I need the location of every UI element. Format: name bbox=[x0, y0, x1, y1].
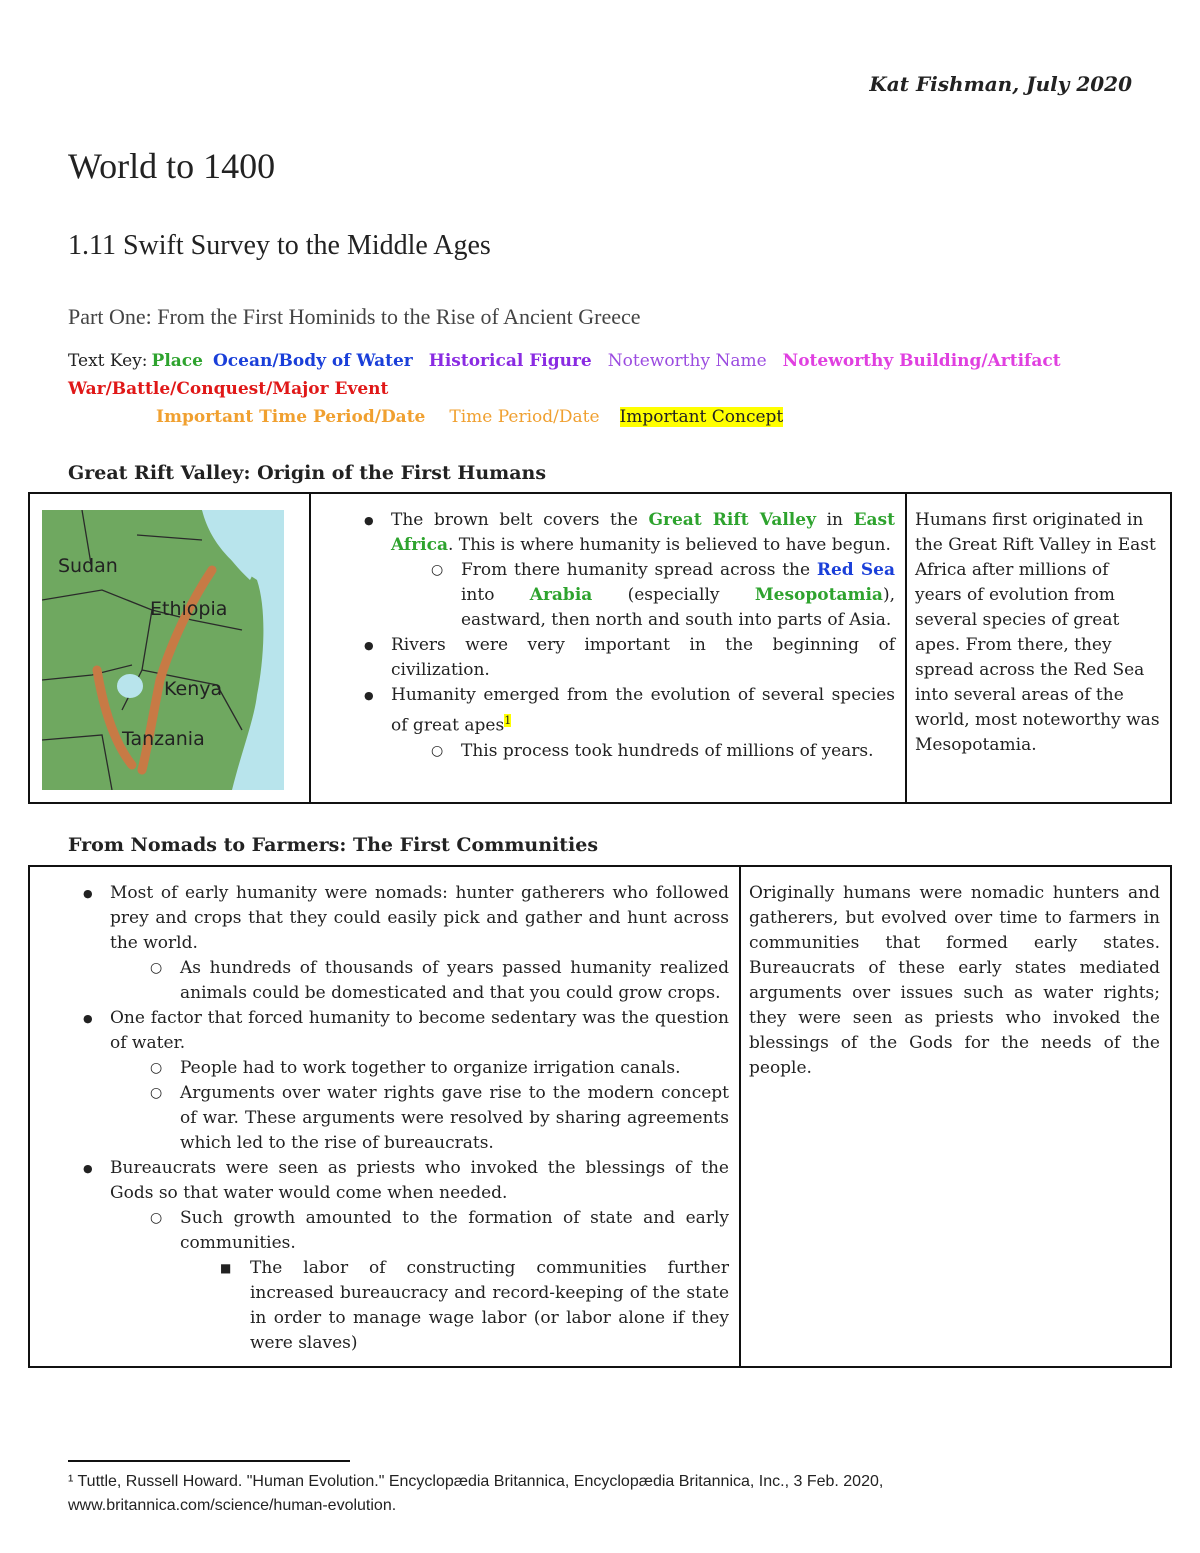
text-key bbox=[68, 347, 1148, 431]
sub-list bbox=[110, 1056, 729, 1156]
summary-cell bbox=[740, 866, 1171, 1367]
text-key-row-1 bbox=[68, 347, 1148, 375]
map-label-ethiopia: Ethiopia bbox=[150, 598, 228, 620]
notes-cell bbox=[310, 493, 906, 803]
place-east-africa: East Africa bbox=[391, 510, 895, 555]
note-text: From there humanity spread across the bbox=[461, 560, 817, 580]
author-line: Kat Fishman, July 2020 bbox=[869, 72, 1132, 96]
summary-cell bbox=[906, 493, 1171, 803]
summary-text: Humans first originated in the Great Rift Valley in East Africa after millions of years of evolution from several species of great apes. From there, they spread across the Red Sea into several areas of the world, most noteworthy was Mesopotamia. bbox=[915, 510, 1160, 755]
part-heading: Part One: From the First Hominids to the Rise of Ancient Greece bbox=[68, 304, 641, 329]
list-item bbox=[110, 1006, 729, 1156]
notes-list bbox=[361, 508, 895, 764]
list-item: ● Rivers were very important in the beginning of civilization. bbox=[391, 633, 895, 683]
map-label-sudan: Sudan bbox=[58, 555, 118, 577]
nomads-table bbox=[28, 865, 1172, 1368]
note-text: Such growth amounted to the formation of state and early communities. bbox=[180, 1208, 729, 1253]
key-important-time: Important Time Period/Date bbox=[156, 407, 426, 427]
note-text: in bbox=[815, 510, 854, 530]
note-text: (especially bbox=[592, 585, 755, 605]
notes-list bbox=[80, 881, 729, 1356]
note-text: Humanity emerged from the evolution of several species of great apes bbox=[391, 685, 895, 736]
list-item: ○ As hundreds of thousands of years passed humanity realized animals could be domesticated and that you could grow crops. bbox=[180, 956, 729, 1006]
note-text: . This is where humanity is believed to have begun. bbox=[448, 535, 891, 555]
notes-cell bbox=[29, 866, 740, 1367]
map-lake-victoria bbox=[117, 674, 143, 698]
page-title: World to 1400 bbox=[68, 146, 276, 186]
list-item bbox=[391, 683, 895, 764]
place-great-rift-valley: Great Rift Valley bbox=[648, 510, 816, 530]
ocean-red-sea: Red Sea bbox=[816, 560, 895, 580]
footnote-ref[interactable]: 1 bbox=[504, 714, 512, 727]
list-item: ○ This process took hundreds of millions of years. bbox=[461, 739, 895, 764]
key-ocean: Ocean/Body of Water bbox=[212, 351, 413, 371]
key-time: Time Period/Date bbox=[449, 407, 600, 427]
note-text: ), eastward, then north and south into parts of Asia. bbox=[461, 585, 895, 630]
key-important-concept: Important Concept bbox=[619, 407, 784, 427]
footnote-divider bbox=[68, 1460, 350, 1462]
sub-list bbox=[110, 956, 729, 1006]
sub-sub-list bbox=[180, 1256, 729, 1356]
key-noteworthy-name: Noteworthy Name bbox=[607, 351, 767, 371]
note-text: Most of early humanity were nomads: hunter gatherers who followed prey and crops that they could easily pick and gather and hunt across the world. bbox=[110, 883, 729, 953]
list-item bbox=[110, 1156, 729, 1356]
key-war: War/Battle/Conquest/Major Event bbox=[68, 379, 389, 399]
note-text: into bbox=[461, 585, 530, 605]
list-item bbox=[110, 881, 729, 1006]
summary-text: Originally humans were nomadic hunters and gatherers, but evolved over time to farmers in communities that formed early states. Bureaucrats of these early states mediated arguments over issues such as water rights; they were seen as priests who invoked the blessings of the Gods for the needs of the people. bbox=[749, 883, 1160, 1078]
key-historical-figure: Historical Figure bbox=[428, 351, 592, 371]
section-heading-rift-valley: Great Rift Valley: Origin of the First Humans bbox=[68, 462, 547, 484]
footnote: ¹ Tuttle, Russell Howard. "Human Evolution." Encyclopædia Britannica, Encyclopædia Britannica, Inc., 3 Feb. 2020, www.britannica.com/science/human-evolution. bbox=[68, 1473, 884, 1514]
section-heading-nomads: From Nomads to Farmers: The First Communities bbox=[68, 834, 599, 856]
rift-valley-table bbox=[28, 492, 1172, 804]
place-arabia: Arabia bbox=[529, 585, 593, 605]
key-place: Place bbox=[151, 351, 203, 371]
list-item: ○ People had to work together to organize irrigation canals. bbox=[180, 1056, 729, 1081]
sub-list bbox=[110, 1206, 729, 1356]
map-label-kenya: Kenya bbox=[164, 678, 223, 700]
place-mesopotamia: Mesopotamia bbox=[754, 585, 883, 605]
note-text: One factor that forced humanity to become sedentary was the question of water. bbox=[110, 1008, 729, 1053]
key-noteworthy-building: Noteworthy Building/Artifact bbox=[782, 351, 1061, 371]
east-africa-map bbox=[42, 510, 284, 790]
text-key-row-2 bbox=[68, 375, 1148, 403]
text-key-row-3 bbox=[68, 403, 1148, 431]
note-text: Bureaucrats were seen as priests who invoked the blessings of the Gods so that water would come when needed. bbox=[110, 1158, 729, 1203]
sub-list bbox=[391, 739, 895, 764]
text-key-label: Text Key: bbox=[68, 351, 148, 371]
list-item bbox=[391, 508, 895, 633]
list-item bbox=[461, 558, 895, 633]
lesson-subtitle: 1.11 Swift Survey to the Middle Ages bbox=[68, 230, 491, 261]
list-item: ○ Arguments over water rights gave rise to the modern concept of war. These arguments were resolved by sharing agreements which led to the rise of bureaucrats. bbox=[180, 1081, 729, 1156]
sub-list bbox=[391, 558, 895, 633]
map-cell bbox=[29, 493, 310, 803]
list-item bbox=[180, 1206, 729, 1356]
note-text: The brown belt covers the bbox=[391, 510, 649, 530]
list-item: ■ The labor of constructing communities further increased bureaucracy and record-keeping of the state in order to manage wage labor (or labor alone if they were slaves) bbox=[250, 1256, 729, 1356]
map-label-tanzania: Tanzania bbox=[122, 728, 205, 750]
